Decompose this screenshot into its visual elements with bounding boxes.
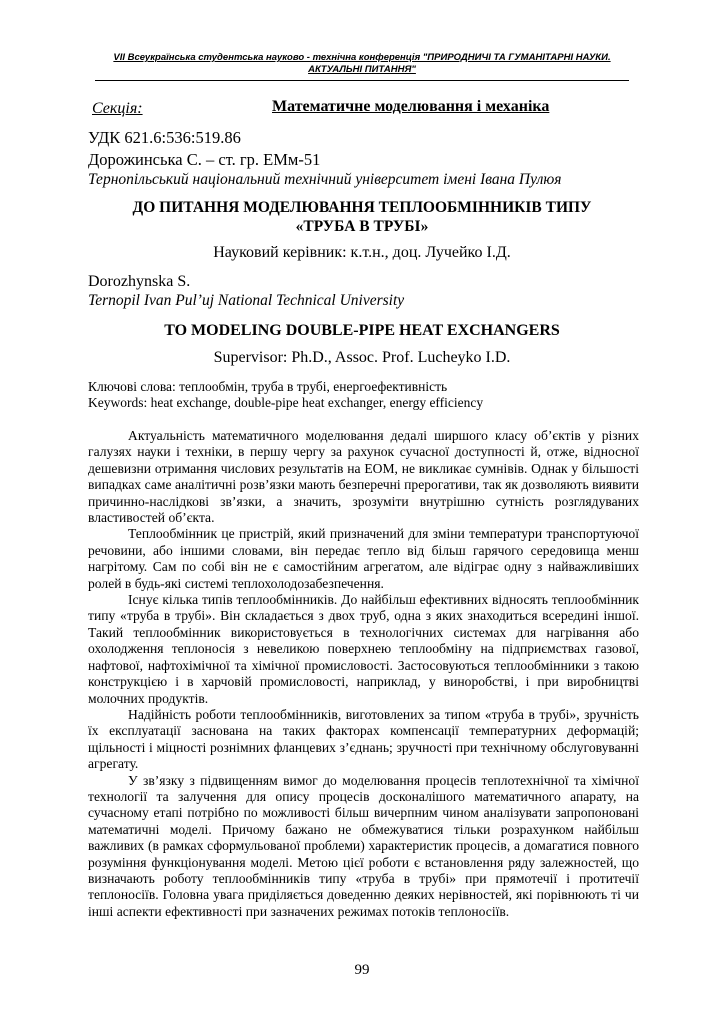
conference-header bbox=[95, 52, 629, 81]
university-en: Ternopil Ivan Pul’uj National Technical University bbox=[88, 292, 405, 309]
body-text bbox=[88, 428, 639, 920]
author-en: Dorozhynska S. bbox=[88, 273, 191, 290]
keywords-en: Keywords: heat exchange, double-pipe heat exchanger, energy efficiency bbox=[88, 395, 484, 410]
supervisor-ua: Науковий керівник: к.т.н., доц. Лучейко І.Д. bbox=[213, 244, 511, 261]
title-en: TO MODELING DOUBLE-PIPE HEAT EXCHANGERS bbox=[164, 322, 560, 339]
title-ua bbox=[88, 198, 636, 236]
section-row bbox=[92, 100, 632, 124]
conference-header-line2: АКТУАЛЬНІ ПИТАННЯ" bbox=[308, 64, 416, 75]
section-title: Математичне моделювання і механіка bbox=[272, 98, 550, 115]
paragraph: Надійність роботи теплообмінників, виготовлених за типом «труба в трубі», зручність їх експлуатації заснована на таких факторах компенсації температурних деформацій; щільності і міцності рознімних фланцевих з’єднань; зручності при технічному обслуговуванні агрегату. bbox=[88, 706, 639, 772]
udk-code: УДК 621.6:536:519.86 bbox=[88, 128, 241, 147]
author-ua: Дорожинська С. – ст. гр. ЕМм-51 bbox=[88, 150, 321, 169]
title-ua-line1: ДО ПИТАННЯ МОДЕЛЮВАННЯ ТЕПЛООБМІННИКІВ ТИПУ bbox=[132, 199, 592, 216]
paragraph: Теплообмінник це пристрій, який призначений для зміни температури транспортуючої речовини, або іншими словами, він передає тепло від більш гарячого середовища менш нагрітому. Сам по собі він не є самостійним агрегатом, але відіграє одну з найважливіших ролей в будь-які системі теплохолодозабезпечення. bbox=[88, 526, 639, 591]
supervisor-en: Supervisor: Ph.D., Assoc. Prof. Lucheyko I.D. bbox=[213, 349, 511, 366]
keywords-ua: Ключові слова: теплообмін, труба в трубі, енергоефективність bbox=[88, 379, 448, 394]
paragraph: У зв’язку з підвищенням вимог до моделювання процесів теплотехнічної та хімічної технології та залучення для опису процесів досконалішого математичного апарату, на сучасному етапі потрібно по можливості більш вичерпним чином аналізувати запропоновані математичні моделі. Причому бажано не обмежуватися тільки розрахунком найбільш важливих (в рамках сформульованої проблеми) характеристик процесів, а домагатися повного розуміння функціонування моделі. Метою цієї роботи є встановлення ряду залежностей, що визначають роботу теплообмінників типу «труба в трубі» при прямотечії і протитечії теплоносіїв. Головна увага приділяється доведенню деяких нерівностей, які порівнюють ті чи інші аспекти ефективності при зазначених режимах потоків теплоносіїв. bbox=[88, 772, 639, 919]
page-number: 99 bbox=[354, 962, 370, 978]
section-label: Секція: bbox=[92, 100, 143, 117]
conference-header-line1: VII Всеукраїнська студентська науково - технічна конференція "ПРИРОДНИЧІ ТА ГУМАНІТАРНІ НАУКИ. bbox=[113, 52, 611, 63]
university-ua: Тернопільський національний технічний університет імені Івана Пулюя bbox=[88, 171, 562, 188]
paragraph: Існує кілька типів теплообмінників. До найбільш ефективних відносять теплообмінник типу «труба в трубі». Він складається з двох труб, одна з яких знаходиться всередині іншої. Такий теплообмінник використовується в технологічних системах для нагрівання або охолодження теплоносія з невеликою поверхнею теплообміну на підприємствах газової, нафтової, нафтохімічної та хімічної промисловості. Застосовуються теплообмінники з такою конструкцією і в харчовій промисловості, наприклад, у виноробстві, і при виробництві молочних продуктів. bbox=[88, 592, 639, 706]
paragraph: Актуальність математичного моделювання дедалі ширшого класу об’єктів у різних галузях науки і техніки, в першу чергу за рахунок сучасної доступності й, отже, відносної дешевизни отримання числових результатів на ЕОМ, не викликає сумнівів. Однак у більшості випадках саме аналітичні розв’язки мають безперечні прерогативи, так як дозволяють виявити причинно-наслідкові зв’язки, а значить, зрозуміти внутрішню сутність розглядуваних властивостей об’єкта. bbox=[88, 428, 639, 526]
title-ua-line2: «ТРУБА В ТРУБІ» bbox=[295, 218, 429, 235]
